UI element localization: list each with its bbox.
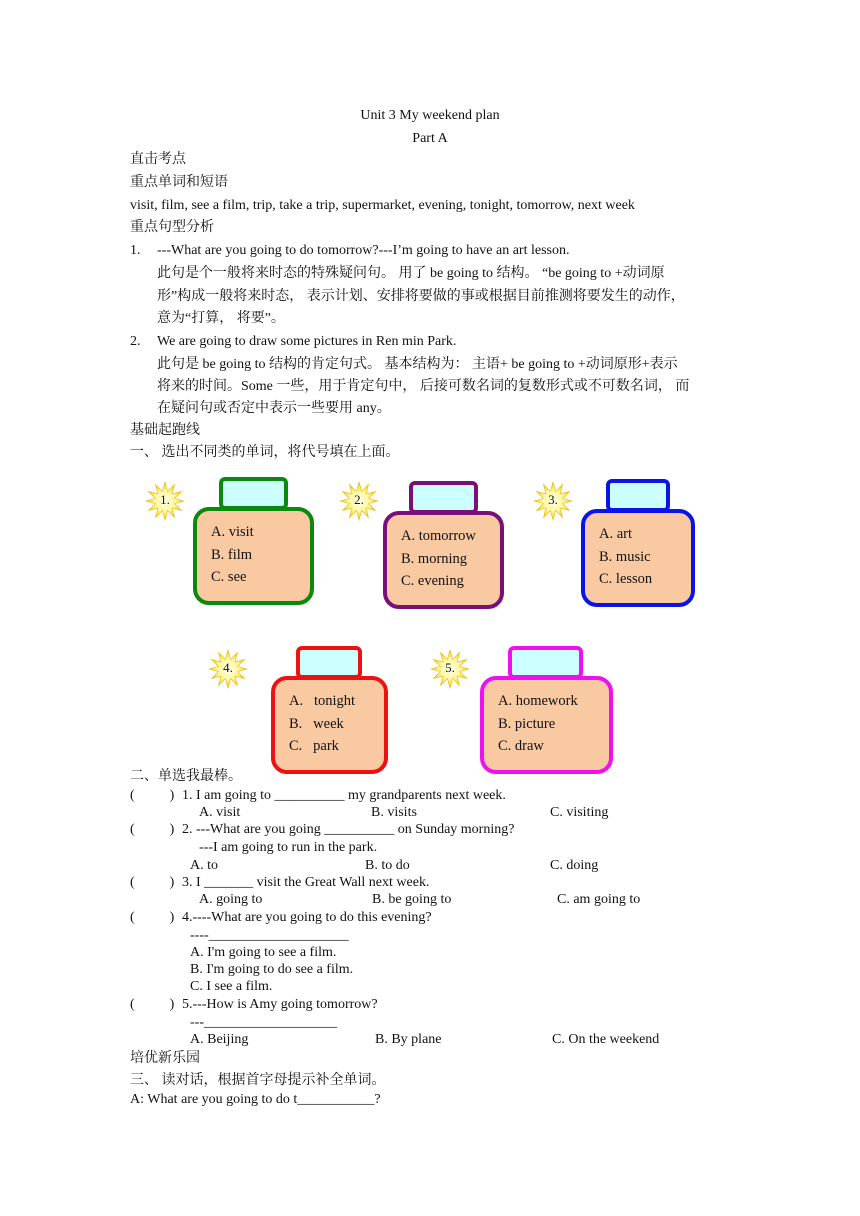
question-sub: ----____________________	[190, 928, 349, 943]
choice-a: A. to	[190, 858, 218, 873]
point-1-explanation: 意为“打算， 将要”。	[157, 311, 285, 326]
section-heading-sentences: 重点句型分析	[130, 220, 214, 235]
exercise-2-heading: 二、单选我最棒。	[130, 769, 242, 784]
answer-tab[interactable]	[409, 481, 478, 514]
option-b: B. film	[211, 546, 253, 563]
point-2-sentence: We are going to draw some pictures in Ren min Park.	[157, 334, 457, 349]
exercise-1-instruction: 一、 选出不同类的单词，将代号填在上面。	[130, 445, 400, 460]
page-subtitle: Part A	[412, 131, 448, 146]
choice-a: A. I'm going to see a film.	[190, 945, 337, 960]
section-heading-basic: 基础起跑线	[130, 423, 200, 438]
section-heading-focus: 直击考点	[130, 152, 186, 167]
choice-b: B. to do	[365, 858, 410, 873]
point-1-number: 1.	[130, 243, 141, 258]
option-b: B. picture	[498, 715, 556, 732]
sun-badge	[208, 649, 248, 689]
choice-b: B. I'm going to do see a film.	[190, 962, 354, 977]
choice-b: B. be going to	[372, 892, 452, 907]
group-number: 1.	[160, 492, 170, 507]
option-c: C. see	[211, 569, 247, 585]
section-heading-vocab: 重点单词和短语	[130, 175, 228, 190]
point-2-number: 2.	[130, 334, 141, 349]
group-number: 2.	[354, 492, 364, 507]
option-a: A. tomorrow	[401, 528, 476, 544]
answer-tab[interactable]	[606, 479, 670, 512]
question-sub: ---___________________	[190, 1015, 337, 1030]
point-2-explanation: 此句是 be going to 结构的肯定句式。 基本结构为： 主语+ be going to +动词原形+表示	[157, 357, 678, 372]
question-stem: 1. I am going to __________ my grandparents next week.	[182, 788, 506, 803]
vocab-list: visit, film, see a film, trip, take a trip, supermarket, evening, tonight, tomorrow, next week	[130, 198, 635, 213]
word-group-box	[271, 676, 388, 774]
option-a: A. visit	[211, 524, 254, 540]
group-number: 3.	[548, 492, 558, 507]
sun-badge	[145, 481, 185, 521]
page-title: Unit 3 My weekend plan	[360, 108, 500, 123]
word-group-box	[193, 507, 314, 605]
sun-badge	[430, 649, 470, 689]
question-stem: 4.----What are you going to do this evening?	[182, 910, 432, 925]
choice-c: C. visiting	[550, 805, 609, 820]
option-c: C. park	[289, 738, 339, 754]
choice-c: C. am going to	[557, 892, 641, 907]
option-b: B. morning	[401, 550, 468, 567]
question-stem: 3. I _______ visit the Great Wall next week.	[182, 875, 430, 890]
choice-b: B. By plane	[375, 1032, 442, 1047]
question-sub: ---I am going to run in the park.	[199, 840, 378, 855]
word-group-box	[383, 511, 504, 609]
answer-paren[interactable]: ( )	[130, 822, 175, 837]
answer-paren[interactable]: ( )	[130, 788, 175, 803]
word-group-box	[581, 509, 695, 607]
question-stem: 2. ---What are you going __________ on Sunday morning?	[182, 822, 515, 837]
option-c: C. draw	[498, 738, 544, 754]
choice-c: C. I see a film.	[190, 979, 273, 994]
answer-tab[interactable]	[508, 646, 583, 679]
option-a: A. art	[599, 526, 633, 542]
option-b: B. music	[599, 548, 651, 565]
section-heading-advanced: 培优新乐园	[130, 1051, 200, 1066]
group-number: 5.	[445, 660, 455, 675]
option-c: C. evening	[401, 573, 464, 589]
group-number: 4.	[223, 660, 233, 675]
answer-paren[interactable]: ( )	[130, 997, 175, 1012]
option-a: A. homework	[498, 693, 578, 709]
answer-paren[interactable]: ( )	[130, 910, 175, 925]
point-1-explanation: 形”构成一般将来时态， 表示计划、安排将要做的事或根据目前推测将要发生的动作，	[157, 289, 685, 304]
choice-a: A. Beijing	[190, 1032, 249, 1047]
choice-c: C. doing	[550, 858, 599, 873]
choice-a: A. going to	[199, 892, 263, 907]
answer-tab[interactable]	[296, 646, 362, 679]
choice-a: A. visit	[199, 805, 241, 820]
answer-paren[interactable]: ( )	[130, 875, 175, 890]
point-2-explanation: 将来的时间。Some 一些，用于肯定句中， 后接可数名词的复数形式或不可数名词， 而	[157, 379, 690, 394]
choice-c: C. On the weekend	[552, 1032, 660, 1047]
point-1-sentence: ---What are you going to do tomorrow?---I’m going to have an art lesson.	[157, 243, 570, 258]
dialogue-line: A: What are you going to do t___________?	[130, 1092, 381, 1107]
exercise-3-instruction: 三、 读对话，根据首字母提示补全单词。	[130, 1073, 386, 1088]
point-2-explanation: 在疑问句或否定中表示一些要用 any。	[157, 401, 391, 416]
option-c: C. lesson	[599, 571, 653, 587]
option-a: A. tonight	[289, 693, 356, 709]
option-b: B. week	[289, 715, 344, 732]
question-stem: 5.---How is Amy going tomorrow?	[182, 997, 378, 1012]
sun-badge	[339, 481, 379, 521]
word-group-box	[480, 676, 613, 774]
sun-badge	[533, 481, 573, 521]
choice-b: B. visits	[371, 805, 417, 820]
answer-tab[interactable]	[219, 477, 288, 510]
point-1-explanation: 此句是个一般将来时态的特殊疑问句。 用了 be going to 结构。 “be going to +动词原	[157, 266, 665, 281]
